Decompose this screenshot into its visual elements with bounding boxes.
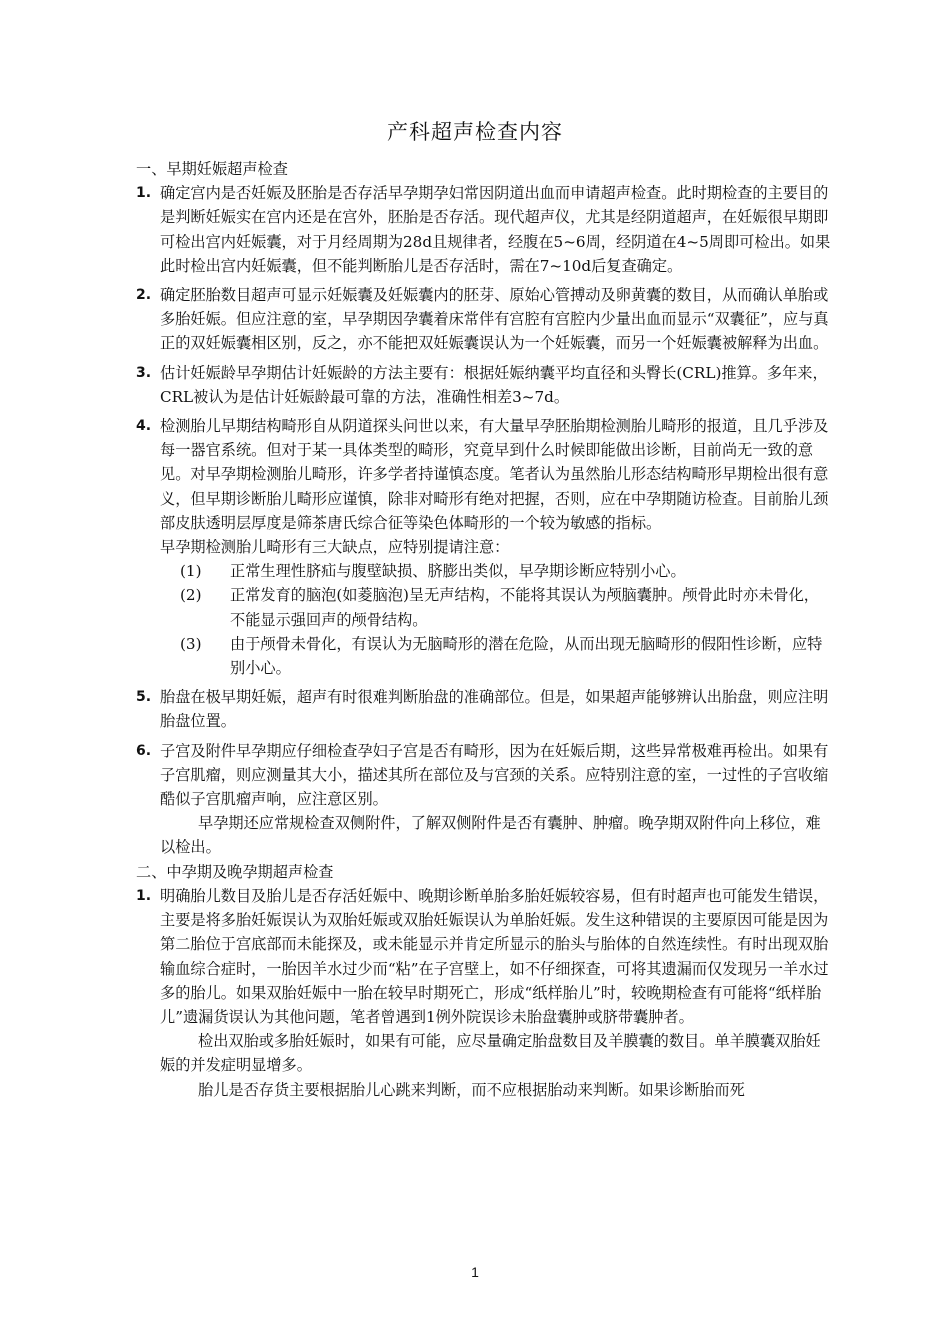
list-item-text: 子宫及附件早孕期应仔细检查孕妇子宫是否有畸形，因为在妊娠后期，这些异常极难再检出。如果有子宫肌瘤，则应测量其大小，描述其所在部位及与宫颈的关系。应特别注意的室，一过性的子宫收缩酷似子宫肌瘤声响，应注意区别。 (160, 741, 829, 809)
sub-list-number: (2) (180, 586, 202, 605)
list-item-text: 胎盘在极早期妊娠，超声有时很难判断胎盘的准确部位。但是，如果超声能够辨认出胎盘，则应注明胎盘位置。 (160, 688, 829, 731)
body-paragraph: 胎儿是否存货主要根据胎儿心跳来判断，而不应根据胎动来判断。如果诊断胎而死 (198, 1080, 745, 1099)
sub-list-item (136, 559, 832, 583)
list-item (136, 361, 832, 409)
list-item (136, 685, 832, 733)
list-number: 1. (136, 887, 152, 904)
document-title: 产科超声检查内容 (387, 120, 563, 144)
list-item-text: 估计妊娠龄早孕期估计妊娠龄的方法主要有：根据妊娠纳囊平均直径和头臀长(CRL)推算。多年来，CRL被认为是估计妊娠龄最可靠的方法，准确性相差3~7d。 (160, 363, 828, 406)
section-heading-early: 一、早期妊娠超声检查 (136, 160, 288, 178)
list-number: 1. (136, 185, 152, 202)
page-number: 1 (471, 1264, 479, 1280)
list-number: 4. (136, 418, 152, 435)
document-body (136, 157, 832, 1102)
list-number: 3. (136, 364, 152, 381)
closing-paragraph: 早孕期还应常规检查双侧附件，了解双侧附件是否有囊肿、肿瘤。晚孕期双附件向上移位，难以检出。 (160, 814, 821, 857)
list-item (136, 739, 832, 812)
note-paragraph: 早孕期检测胎儿畸形有三大缺点，应特别提请注意： (160, 538, 510, 557)
sub-list-item (136, 632, 832, 680)
sub-list-text: 正常发育的脑泡(如菱脑泡)呈无声结构，不能将其误认为颅脑囊肿。颅骨此时亦未骨化，不能显示强回声的颅骨结构。 (230, 586, 819, 629)
sub-list-text: 由于颅骨未骨化，有误认为无脑畸形的潜在危险，从而出现无脑畸形的假阳性诊断，应特别小心。 (230, 634, 823, 678)
list-item-text: 确定宫内是否妊娠及胚胎是否存活早孕期孕妇常因阴道出血而申请超声检查。此时期检查的主要目的是判断妊娠实在宫内还是在宫外，胚胎是否存活。现代超声仪，尤其是经阴道超声，在妊娠很早期即可检出宫内妊娠囊，对于月经周期为28d且规律者，经腹在5~6周，经阴道在4~5周即可检出。如果此时检出宫内妊娠囊，但不能判断胎儿是否存活时，需在7~10d后复查确定。 (160, 184, 831, 275)
list-number: 2. (136, 287, 152, 304)
section-heading-mid-late: 二、中孕期及晚孕期超声检查 (136, 862, 334, 881)
sub-list-item (136, 583, 832, 631)
list-item (136, 884, 832, 1029)
sub-list-text: 正常生理性脐疝与腹壁缺损、脐膨出类似，早孕期诊断应特别小心。 (230, 562, 686, 581)
sub-list-number: (1) (180, 562, 202, 581)
list-item (136, 414, 832, 535)
list-item-text: 确定胚胎数目超声可显示妊娠囊及妊娠囊内的胚芽、原始心管搏动及卵黄囊的数目，从而确认单胎或多胎妊娠。但应注意的室，早孕期因孕囊着床常伴有宫腔有宫腔内少量出血而显示“双囊征”，应与真正的双妊娠囊相区别，反之，亦不能把双妊娠囊误认为一个妊娠囊，而另一个妊娠囊被解释为出血。 (160, 286, 829, 353)
list-number: 6. (136, 742, 152, 759)
list-item-text: 检测胎儿早期结构畸形自从阴道探头问世以来，有大量早孕胚胎期检测胎儿畸形的报道，且几乎涉及每一器官系统。但对于某一具体类型的畸形，究竟早到什么时候即能做出诊断，目前尚无一致的意见。对早孕期检测胎儿畸形，许多学者持谨慎态度。笔者认为虽然胎儿形态结构畸形早期检出很有意义，但早期诊断胎儿畸形应谨慎，除非对畸形有绝对把握，否则，应在中孕期随访检查。目前胎儿颈部皮肤透明层厚度是筛茶唐氏综合征等染色体畸形的一个较为敏感的指标。 (160, 417, 829, 532)
list-item-text: 明确胎儿数目及胎儿是否存活妊娠中、晚期诊断单胎多胎妊娠较容易，但有时超声也可能发生错误，主要是将多胎妊娠误认为双胎妊娠或双胎妊娠误认为单胎妊娠。发生这种错误的主要原因可能是因为第二胎位于宫底部而未能探及，或未能显示并肯定所显示的胎头与胎体的自然连续性。有时出现双胎输血综合症时，一胎因羊水过少而“粘”在子宫壁上，如不仔细探查，可将其遗漏而仅发现另一羊水过多的胎儿。如果双胎妊娠中一胎在较早时期死亡，形成“纸样胎儿”时，较晚期检查有可能将“纸样胎儿”遗漏货误认为其他问题，笔者曾遇到1例外院误诊未胎盘囊肿或脐带囊肿者。 (160, 886, 829, 1026)
sub-list-number: (3) (180, 634, 202, 653)
list-number: 5. (136, 689, 152, 706)
list-item (136, 283, 832, 356)
list-item (136, 181, 832, 278)
body-paragraph: 检出双胎或多胎妊娠时，如果有可能，应尽量确定胎盘数目及羊膜囊的数目。单羊膜囊双胎妊娠的并发症明显增多。 (160, 1032, 821, 1075)
